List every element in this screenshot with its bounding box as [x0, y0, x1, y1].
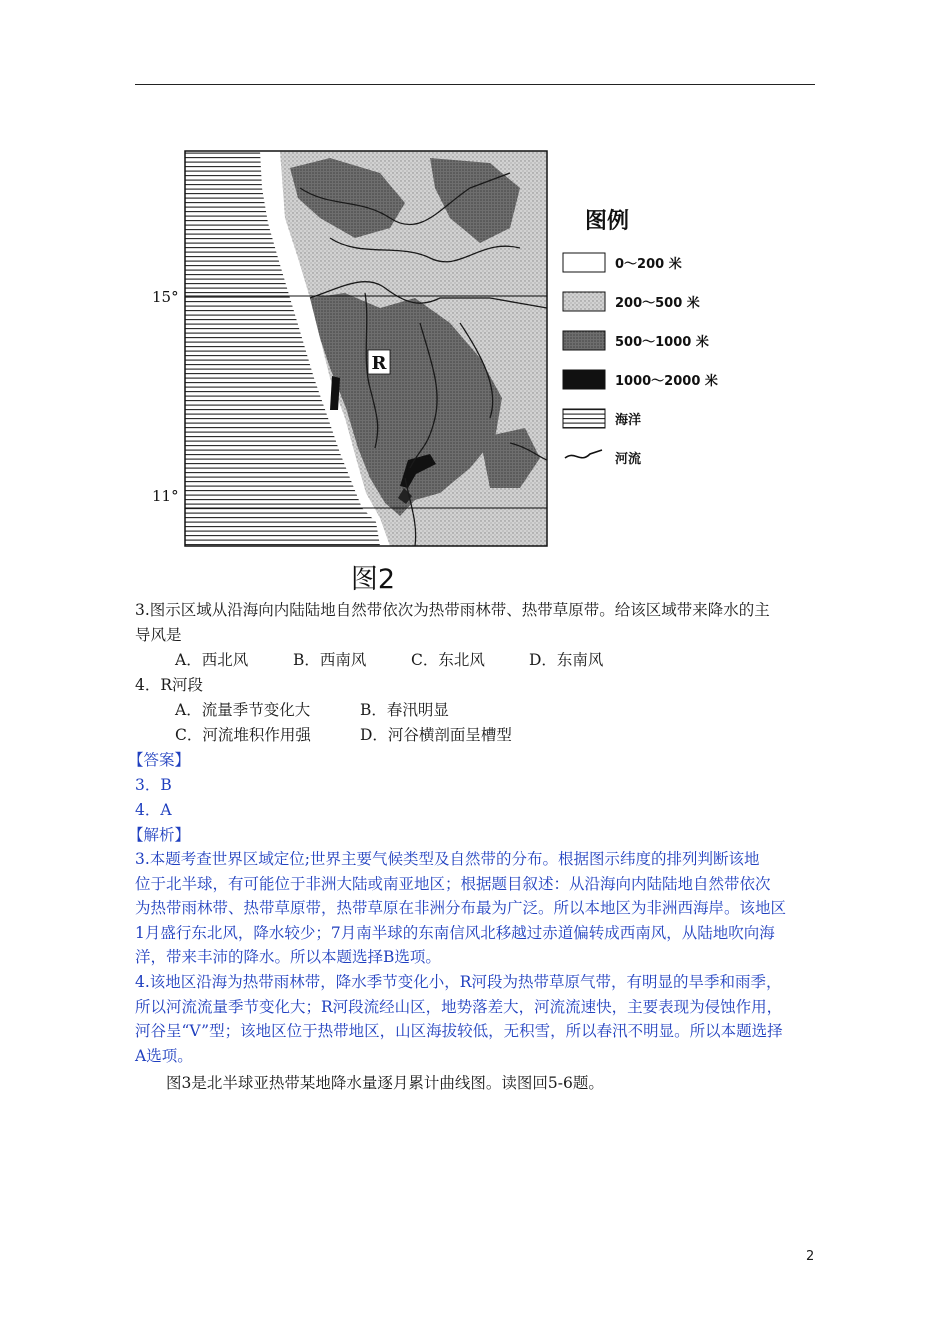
figure-caption: 图2 — [350, 564, 396, 595]
figure-2-map — [152, 148, 740, 595]
legend-swatch-500-1000 — [563, 331, 605, 350]
q3-option-c: C．东北风 — [411, 651, 485, 669]
analysis-4-line: 河谷呈“V”型；该地区位于热带地区，山区海拔较低，无积雪，所以春汛不明显。所以本题选择 — [135, 1022, 783, 1041]
legend-title: 图例 — [585, 209, 630, 234]
answer-3: 3．B — [135, 776, 172, 794]
q3-stem-line1: 3.图示区域从沿海向内陆陆地自然带依次为热带雨林带、热带草原带。给该区域带来降水的主 — [135, 601, 770, 619]
q4-options-row2 — [175, 723, 512, 748]
analysis-paragraph-3 — [135, 847, 825, 970]
analysis-3-line: 为热带雨林带、热带草原带，热带草原在非洲分布最为广泛。所以本地区为非洲西海岸。该地区 — [135, 899, 787, 918]
q4-stem: 4．R河段 — [135, 676, 204, 694]
legend-label-200-500: 200～500 米 — [615, 296, 700, 311]
map-legend — [563, 209, 718, 467]
analysis-3-line: 位于北半球，有可能位于非洲大陆或南亚地区；根据题目叙述：从沿海向内陆陆地自然带依次 — [135, 874, 771, 893]
legend-swatch-river — [565, 450, 602, 458]
legend-swatch-0-200 — [563, 253, 605, 272]
analysis-3-line: 洋，带来丰沛的降水。所以本题选择B选项。 — [135, 948, 441, 967]
legend-label-ocean: 海洋 — [615, 413, 642, 428]
river-r-label: R — [371, 353, 387, 374]
q3-option-b: B．西南风 — [293, 651, 367, 669]
q3-option-a: A．西北风 — [175, 651, 249, 669]
analysis-heading: 【解析】 — [128, 826, 191, 844]
analysis-paragraph-4 — [135, 970, 825, 1068]
q3-option-d: D．东南风 — [529, 651, 604, 669]
analysis-4-line: 所以河流流量季节变化大；R河段流经山区，地势落差大，河流流速快，主要表现为侵蚀作用， — [135, 997, 783, 1016]
legend-swatch-1000-2000 — [563, 370, 605, 389]
analysis-3-line: 3.本题考查世界区域定位;世界主要气候类型及自然带的分布。根据图示纬度的排列判断该地 — [135, 850, 760, 868]
q4-option-b: B．春汛明显 — [360, 701, 449, 719]
q4-option-d: D．河谷横剖面呈槽型 — [360, 726, 512, 744]
page-number: 2 — [806, 1249, 815, 1264]
lat-label-11: 11° — [152, 487, 179, 505]
header-rule — [135, 84, 815, 85]
q4-option-c: C．河流堆积作用强 — [175, 726, 311, 744]
lat-label-15: 15° — [152, 288, 179, 306]
analysis-4-line: 4.该地区沿海为热带雨林带，降水季节变化小，R河段为热带草原气带，有明显的旱季和雨季， — [135, 973, 782, 991]
legend-label-0-200: 0～200 米 — [615, 257, 682, 272]
next-question-intro: 图3是北半球亚热带某地降水量逐月累计曲线图。读图回5-6题。 — [166, 1074, 604, 1092]
q4-options-row1 — [175, 698, 449, 723]
answer-4: 4．A — [135, 801, 172, 819]
q3-stem-line2: 导风是 — [135, 626, 182, 644]
q4-option-a: A．流量季节变化大 — [175, 701, 311, 719]
analysis-4-line: A选项。 — [135, 1046, 193, 1065]
legend-swatch-200-500 — [563, 292, 605, 311]
analysis-3-line: 1月盛行东北风，降水较少；7月南半球的东南信风北移越过赤道偏转成西南风，从陆地吹向海 — [135, 923, 775, 942]
legend-swatch-ocean — [563, 409, 605, 428]
q3-options — [175, 648, 603, 673]
legend-label-500-1000: 500～1000 米 — [615, 335, 709, 350]
legend-label-river: 河流 — [615, 452, 642, 467]
legend-label-1000-2000: 1000～2000 米 — [615, 374, 718, 389]
answer-heading: 【答案】 — [128, 751, 191, 769]
map-svg — [152, 148, 740, 595]
